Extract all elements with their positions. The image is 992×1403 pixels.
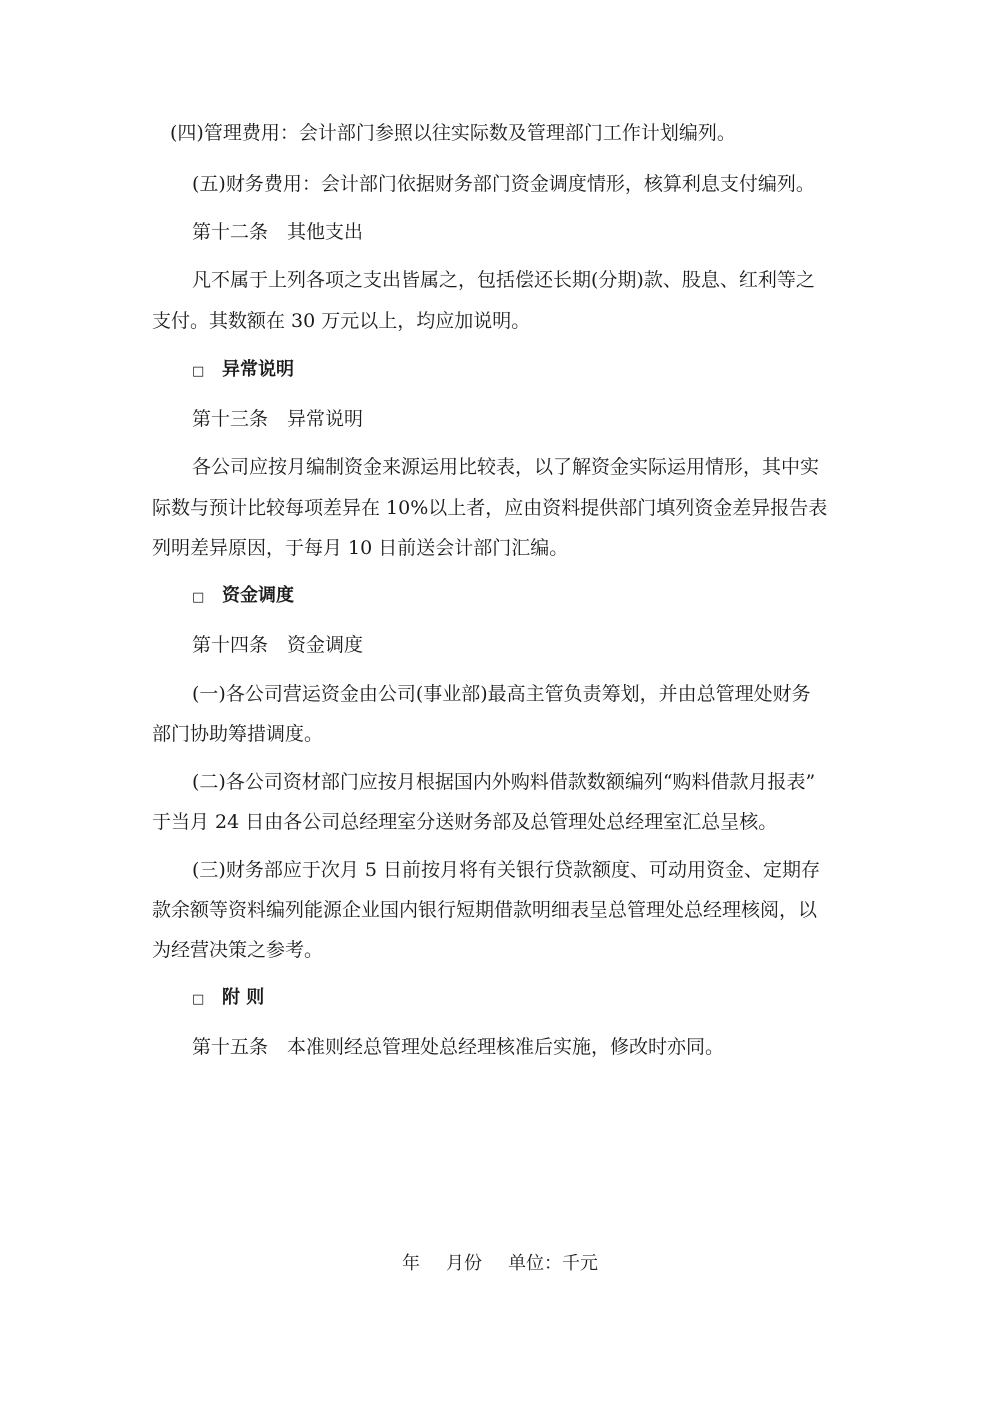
article-14-item-1-line-2: 部门协助筹措调度。 [152, 723, 324, 745]
bullet-square-icon: □ [192, 364, 205, 379]
caption-year: 年 [402, 1253, 420, 1274]
para-management-fee: (四)管理费用：会计部门参照以往实际数及管理部门工作计划编列。 [170, 122, 736, 144]
caption-unit: 单位：千元 [508, 1253, 598, 1274]
caption-month: 月份 [446, 1253, 482, 1274]
section-heading-funds [192, 584, 294, 610]
article-13-body-line-1: 各公司应按月编制资金来源运用比较表，以了解资金实际运用情形，其中实 [192, 456, 820, 478]
section-heading-label: 异常说明 [222, 359, 294, 380]
article-13-title: 第十三条 异常说明 [192, 408, 364, 430]
article-13-body-line-2: 际数与预计比较每项差异在 10%以上者，应由资料提供部门填列资金差异报告表 [152, 497, 828, 519]
article-14-item-2-line-2: 于当月 24 日由各公司总经理室分送财务部及总管理处总经理室汇总呈核。 [152, 811, 778, 833]
article-14-item-3-line-3: 为经营决策之参考。 [152, 939, 324, 961]
article-14-item-3-line-2: 款余额等资料编列能源企业国内银行短期借款明细表呈总管理处总经理核阅，以 [152, 899, 818, 921]
section-heading-appendix [192, 986, 264, 1012]
article-12-body-line-1: 凡不属于上列各项之支出皆属之，包括偿还长期(分期)款、股息、红利等之 [192, 269, 815, 291]
article-15: 第十五条 本准则经总管理处总经理核准后实施，修改时亦同。 [192, 1036, 725, 1058]
table-caption [402, 1252, 598, 1276]
article-13-body-line-3: 列明差异原因，于每月 10 日前送会计部门汇编。 [152, 537, 569, 559]
article-14-item-1-line-1: (一)各公司营运资金由公司(事业部)最高主管负责筹划，并由总管理处财务 [192, 683, 811, 705]
article-12-body-line-2: 支付。其数额在 30 万元以上，均应加说明。 [152, 310, 531, 332]
bullet-square-icon: □ [192, 992, 205, 1007]
article-14-item-3-line-1: (三)财务部应于次月 5 日前按月将有关银行贷款额度、可动用资金、定期存 [192, 859, 820, 881]
article-12-title: 第十二条 其他支出 [192, 221, 364, 243]
section-heading-abnormal [192, 358, 294, 384]
article-14-title: 第十四条 资金调度 [192, 634, 364, 656]
section-heading-label: 资金调度 [222, 585, 294, 606]
article-14-item-2-line-1: (二)各公司资材部门应按月根据国内外购料借款数额编列“购料借款月报表” [192, 771, 816, 793]
section-heading-label: 附 则 [222, 987, 265, 1008]
para-finance-fee: (五)财务费用：会计部门依据财务部门资金调度情形，核算利息支付编列。 [192, 173, 815, 195]
bullet-square-icon: □ [192, 590, 205, 605]
